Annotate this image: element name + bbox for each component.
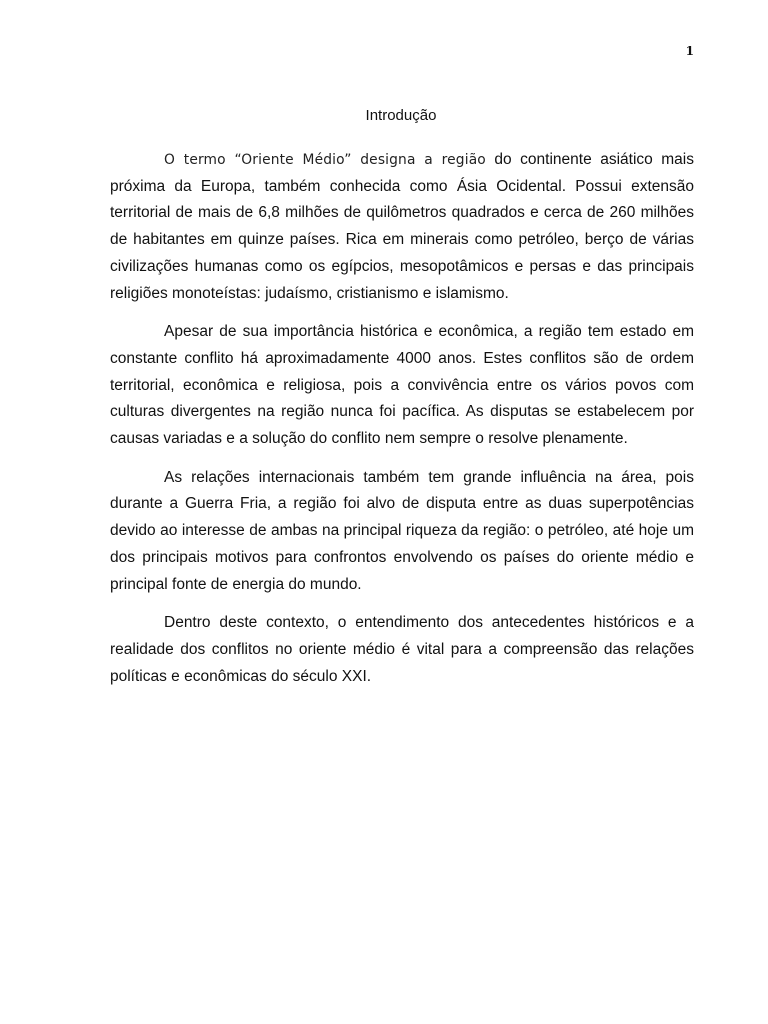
paragraph-1-lead: O termo “Oriente Médio” designa a região [164, 152, 486, 168]
section-title: Introdução [365, 107, 437, 124]
paragraph-2: Apesar de sua importância histórica e econômica, a região tem estado em constante conflito há aproximadamente 4000 anos. Estes conflitos são de ordem territorial, econômica e religiosa, pois a convivência entre os vários povos com culturas divergentes na região nunca foi pacífica. As disputas se estabelecem por causas variadas e a solução do conflito nem sempre o resolve plenamente. [110, 323, 694, 448]
paragraph-1 [110, 147, 694, 307]
paragraph-3: As relações internacionais também tem grande influência na área, pois durante a Guerra Fria, a região foi alvo de disputa entre as duas superpotências devido ao interesse de ambas na principal riqueza da região: o petróleo, até hoje um dos principais motivos para confrontos envolvendo os países do oriente médio e principal fonte de energia do mundo. [110, 468, 694, 593]
page-number: 1 [685, 44, 694, 58]
paragraph-1-text: do continente asiático mais próxima da Europa, também conhecida como Ásia Ocidental. Possui extensão territorial de mais de 6,8 milhões de quilômetros quadrados e cerca de 260 milhões de habitantes em quinze países. Rica em minerais como petróleo, berço de várias civilizações humanas como os egípcios, mesopotâmicos e persas e das principais religiões monoteístas: judaísmo, cristianismo e islamismo. [110, 151, 694, 302]
paragraph-4: Dentro deste contexto, o entendimento dos antecedentes históricos e a realidade dos conflitos no oriente médio é vital para a compreensão das relações políticas e econômicas do século XXI. [110, 614, 694, 685]
body-text [110, 147, 694, 702]
